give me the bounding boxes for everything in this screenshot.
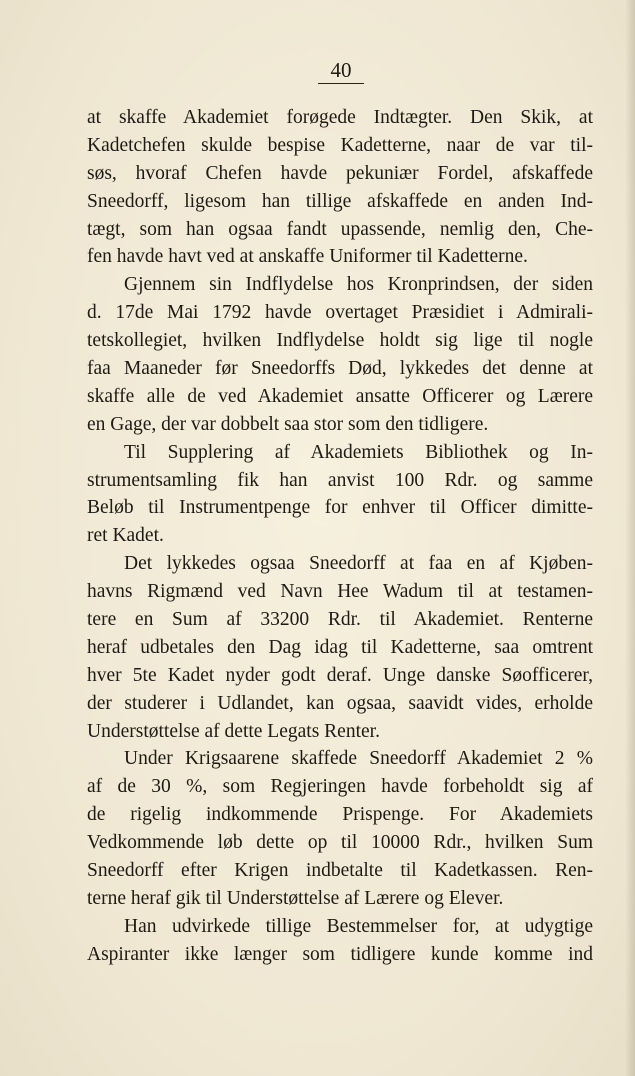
text-line: der studerer i Udlandet, kan ogsaa, saavidt vides, erholde <box>87 692 593 714</box>
text-line: Til Supplering af Akademiets Bibliothek og In- <box>124 441 593 463</box>
text-line: Kadetchefen skulde bespise Kadetterne, naar de var til- <box>87 134 593 156</box>
text-line: Aspiranter ikke længer som tidligere kunde komme ind <box>87 943 593 965</box>
body-text <box>87 104 593 969</box>
text-line: ret Kadet. <box>87 525 164 547</box>
text-line: tere en Sum af 33200 Rdr. til Akademiet. Renterne <box>87 609 593 631</box>
text-line: hver 5te Kadet nyder godt deraf. Unge danske Søofficerer, <box>87 664 593 686</box>
text-line: en Gage, der var dobbelt saa stor som den tidligere. <box>87 413 489 435</box>
text-line: strumentsamling fik han anvist 100 Rdr. og samme <box>87 469 593 491</box>
text-line: terne heraf gik til Understøttelse af Lærere og Elever. <box>87 887 504 909</box>
text-line: tægt, som han ogsaa fandt upassende, nemlig den, Che- <box>87 218 593 240</box>
text-line: Understøttelse af dette Legats Renter. <box>87 720 380 742</box>
text-line: søs, hvoraf Chefen havde pekuniær Fordel, afskaffede <box>87 162 593 184</box>
text-line: at skaffe Akademiet forøgede Indtægter. Den Skik, at <box>87 107 593 128</box>
text-line: af de 30 %, som Regjeringen havde forbeholdt sig af <box>87 776 593 798</box>
page-edge-shadow <box>625 0 635 1076</box>
text-line: Sneedorff, ligesom han tillige afskaffede en anden Ind- <box>87 190 593 212</box>
text-line: fen havde havt ved at anskaffe Uniformer til Kadetterne. <box>87 246 528 268</box>
text-line: Under Krigsaarene skaffede Sneedorff Akademiet 2 % <box>124 748 593 770</box>
text-line: Han udvirkede tillige Bestemmelser for, at udygtige <box>124 915 593 937</box>
text-line: tetskollegiet, hvilken Indflydelse holdt sig lige til nogle <box>87 330 593 352</box>
text-line: faa Maaneder før Sneedorffs Død, lykkedes det denne at <box>87 358 593 380</box>
page-number: 40 <box>318 58 364 84</box>
text-line: skaffe alle de ved Akademiet ansatte Officerer og Lærere <box>87 385 593 407</box>
text-line: Beløb til Instrumentpenge for enhver til Officer dimitte- <box>87 497 593 519</box>
text-line: Det lykkedes ogsaa Sneedorff at faa en af Kjøben- <box>124 553 593 575</box>
text-line: Sneedorff efter Krigen indbetalte til Kadetkassen. Ren- <box>87 860 593 882</box>
text-line: Vedkommende løb dette op til 10000 Rdr., hvilken Sum <box>87 832 593 854</box>
text-line: heraf udbetales den Dag idag til Kadetterne, saa omtrent <box>87 636 593 658</box>
text-line: Gjennem sin Indflydelse hos Kronprindsen, der siden <box>124 274 593 296</box>
text-line: de rigelig indkommende Prispenge. For Akademiets <box>87 804 593 826</box>
text-line: d. 17de Mai 1792 havde overtaget Præsidiet i Admirali- <box>87 302 593 324</box>
text-line: havns Rigmænd ved Navn Hee Wadum til at testamen- <box>87 581 593 603</box>
